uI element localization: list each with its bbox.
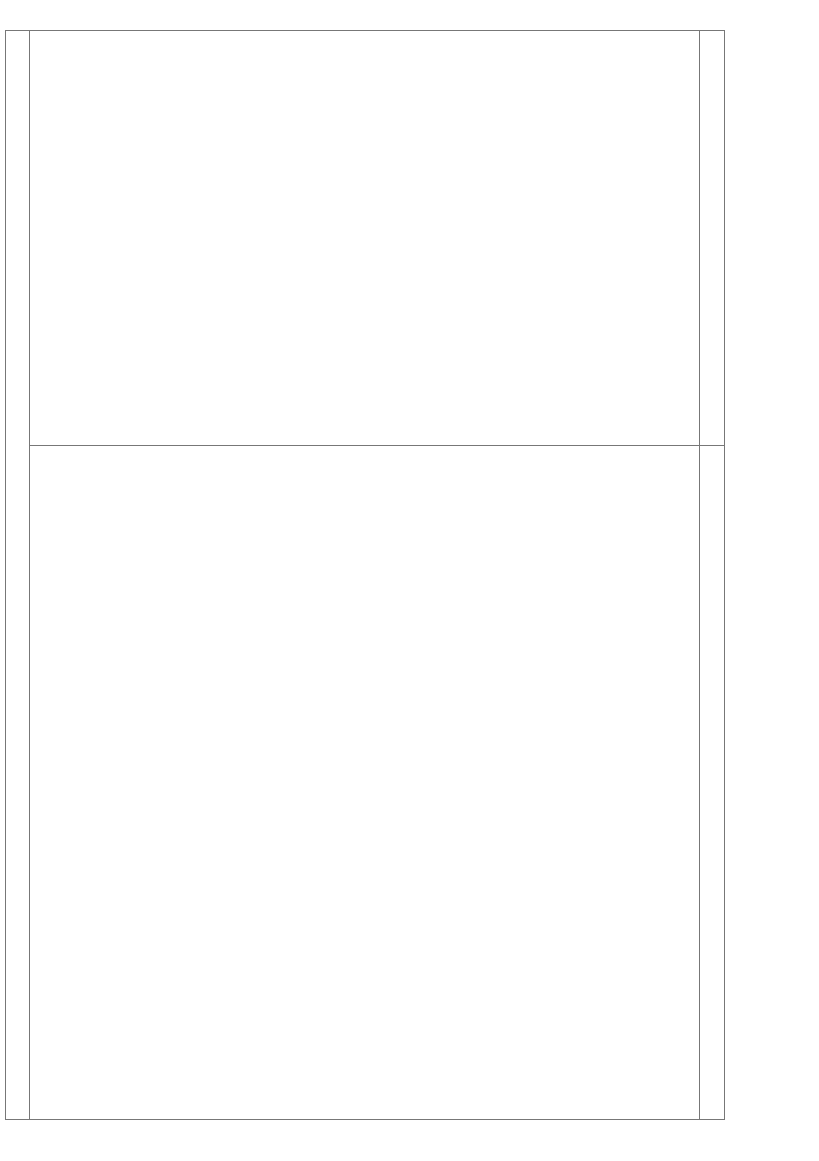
table-header	[699, 444, 724, 1119]
legend	[5, 30, 29, 1120]
timeline-header	[699, 31, 724, 445]
gantt-sheet	[29, 30, 725, 1120]
gantt-chart	[30, 31, 724, 446]
task-table	[30, 444, 724, 1119]
report-header	[725, 30, 811, 1120]
